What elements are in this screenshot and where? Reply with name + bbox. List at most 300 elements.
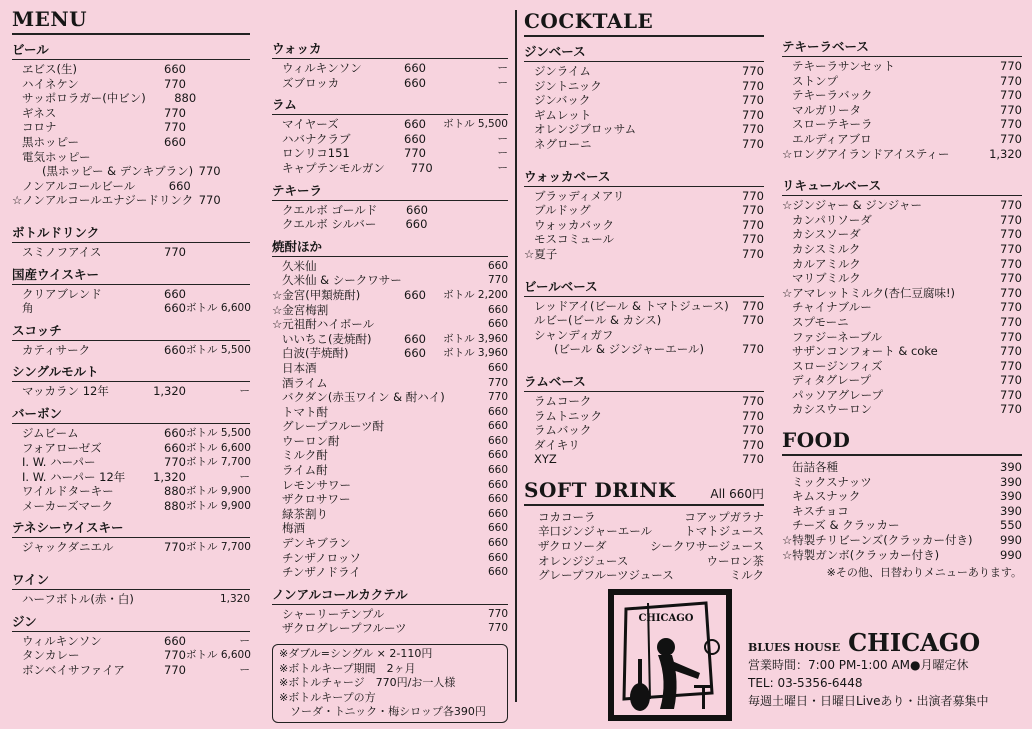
item-bottle-price: 660 [487, 361, 508, 374]
item-name: I. W. ハーパー 12年 [22, 469, 126, 484]
item-price: 770 [164, 648, 186, 663]
item-bottle-price [196, 91, 250, 106]
menu-item [272, 405, 508, 420]
item-price: 770 [742, 107, 764, 122]
column-1-sections [12, 41, 250, 677]
soft-drink-row [524, 568, 764, 583]
item-bottle-price: ボトル 5,500 [443, 118, 508, 131]
shop-prefix: BLUES HOUSE [748, 641, 841, 654]
menu-item [12, 441, 250, 456]
menu-item [272, 361, 508, 376]
item-name: ウォッカバック [534, 217, 615, 232]
item-price [374, 317, 426, 332]
section-title: ラム [272, 96, 508, 115]
cocktale-title: COCKTALE [524, 9, 654, 33]
item-name: テキーラサンセット [792, 59, 895, 73]
item-price [374, 565, 426, 580]
item-price: 660 [404, 75, 426, 90]
soft-drink-list [524, 510, 764, 583]
menu-item [12, 301, 250, 316]
item-bottle-price: 770 [487, 391, 508, 404]
item-bottle-price: ボトル 5,500 [186, 343, 251, 356]
item-price [126, 150, 186, 165]
item-price: 770 [1000, 285, 1022, 300]
item-price: 770 [742, 64, 764, 78]
soft-drink-left: ザクロソーダ [538, 539, 607, 554]
menu-item [782, 132, 1022, 147]
item-name: ジムビーム [22, 425, 79, 440]
menu-item [272, 273, 508, 288]
note-line: ※ダブル=シングル × 2-110円 [279, 647, 433, 660]
column-3-sections [524, 43, 764, 467]
section-title: ワイン [12, 571, 250, 590]
item-price: 770 [410, 160, 433, 175]
item-price [374, 507, 426, 522]
item-name: クエルボ ゴールド [282, 202, 378, 217]
item-name: スプモーニ [792, 314, 849, 329]
item-name: シャーリーテンプル [282, 606, 385, 621]
menu-item [272, 376, 508, 391]
item-bottle-price: 770 [487, 607, 508, 620]
food-name: ☆特製ガンボ(クラッカー付き) [782, 547, 940, 562]
menu-item [524, 203, 764, 218]
item-bottle-price: ボトル 6,600 [186, 649, 251, 662]
item-price [374, 434, 426, 449]
section-title: ジン [12, 613, 250, 632]
item-bottle-price: 660 [487, 464, 508, 477]
food-name: ミックスナッツ [792, 474, 872, 489]
section-title: 国産ウイスキー [12, 266, 250, 285]
item-bottle-price: ー [497, 62, 508, 74]
item-price: 660 [405, 217, 428, 232]
menu-item [12, 384, 250, 399]
item-name: 酒ライム [282, 375, 328, 390]
menu-item [524, 79, 764, 94]
item-price [374, 376, 426, 391]
item-name: ディタグレープ [792, 373, 872, 388]
item-name: ☆金宮(甲類焼酎) [272, 287, 361, 302]
food-price: 390 [1000, 460, 1022, 475]
menu-item [524, 189, 764, 204]
menu-item [524, 122, 764, 137]
menu-section [272, 182, 508, 232]
menu-item [524, 438, 764, 453]
note-line: ※ボトルチャージ 770円/お一人様 [279, 676, 456, 689]
item-bottle-price: 1,320 [219, 593, 250, 606]
item-price: 770 [1000, 329, 1022, 344]
shop-hours: 営業時間：7:00 PM-1:00 AM●月曜定休 [748, 658, 969, 672]
item-name: ワイルドターキー [22, 484, 114, 499]
item-name: ☆ノンアルコールエナジードリンク [12, 193, 194, 208]
menu-item [782, 359, 1022, 374]
column-2-sections [272, 0, 508, 636]
item-price: 660 [164, 134, 186, 149]
item-bottle-price: 660 [487, 478, 508, 491]
soft-drink-left: グレープフルーツジュース [538, 568, 674, 583]
item-bottle-price: 660 [487, 493, 508, 506]
menu-item [12, 592, 250, 607]
menu-item [12, 106, 250, 121]
item-price: 770 [742, 136, 764, 151]
item-price: 770 [742, 437, 764, 452]
food-price: 390 [1000, 474, 1022, 489]
item-price: 770 [404, 146, 426, 161]
menu-item [782, 213, 1022, 228]
section-title: スコッチ [12, 322, 250, 341]
item-name: コロナ [22, 120, 57, 135]
item-price: 770 [1000, 402, 1022, 417]
food-note: ※その他、日替わりメニューあります。 [826, 566, 1022, 580]
soft-drink-left: オレンジジュース [538, 553, 629, 568]
menu-item [272, 463, 508, 478]
item-price [384, 607, 432, 622]
item-price [374, 492, 426, 507]
item-bottle-price: ー [239, 470, 250, 483]
item-price: 770 [742, 393, 764, 408]
item-price: 770 [164, 540, 186, 555]
item-price: 770 [198, 164, 221, 179]
menu-item [524, 342, 764, 357]
menu-item [272, 565, 508, 580]
item-price: 660 [404, 331, 426, 346]
item-name: ライム酎 [282, 463, 328, 478]
menu-item [272, 607, 508, 622]
item-price [374, 536, 426, 551]
item-name: ジントニック [534, 78, 602, 93]
item-bottle-price: ー [497, 147, 508, 160]
item-price: 770 [1000, 256, 1022, 271]
item-name: ☆ジンジャー & ジンジャー [782, 198, 922, 213]
menu-item [782, 271, 1022, 286]
item-price: 660 [404, 117, 426, 132]
item-price: 770 [742, 232, 764, 247]
item-name: マッカラン 12年 [22, 384, 109, 399]
food-heading [782, 429, 1022, 456]
menu-item [12, 179, 250, 194]
item-name: クリアブレンド [22, 286, 102, 301]
soft-drink-right: シークワサージュース [650, 539, 764, 554]
item-name: メーカーズマーク [22, 498, 113, 513]
menu-section [272, 238, 508, 580]
item-name: ザクロサワー [282, 492, 351, 507]
menu-item [12, 135, 250, 150]
item-name: XYZ [534, 452, 557, 467]
note-line: ※ボトルキープの方 [279, 690, 376, 704]
item-price: 770 [1000, 88, 1022, 103]
menu-item [272, 332, 508, 347]
item-price: 770 [164, 455, 186, 470]
menu-item [272, 521, 508, 536]
item-bottle-price: 770 [487, 274, 508, 287]
item-name: ヱビス(生) [22, 62, 77, 76]
menu-item [272, 132, 508, 147]
menu-item [12, 62, 250, 77]
item-price [134, 592, 190, 607]
menu-item [524, 247, 764, 262]
shop-info [748, 630, 1026, 710]
section-title: ボトルドリンク [12, 224, 250, 243]
food-item [782, 460, 1022, 475]
item-name: ギネス [22, 105, 57, 120]
food-item [782, 489, 1022, 504]
menu-item [12, 91, 250, 106]
item-name: ノンアルコールビール [22, 178, 136, 193]
menu-item [272, 419, 508, 434]
soft-drink-right: トマトジュース [684, 524, 764, 539]
item-price: 770 [164, 662, 186, 677]
item-price [402, 273, 443, 288]
food-price: 990 [1000, 533, 1022, 548]
soft-drink-row [524, 510, 764, 525]
item-price: 770 [742, 93, 764, 108]
menu-item [272, 117, 508, 132]
food-title: FOOD [782, 428, 851, 453]
item-name: ジンバック [534, 93, 591, 108]
item-price: 880 [164, 484, 186, 499]
item-bottle-price: ー [497, 76, 508, 89]
food-item [782, 475, 1022, 490]
item-price [374, 478, 426, 493]
item-bottle-price: 660 [487, 318, 508, 331]
soft-drink-row [524, 554, 764, 569]
menu-item [524, 452, 764, 467]
item-name: トマト酎 [282, 404, 328, 419]
menu-item [12, 499, 250, 514]
menu-item [272, 317, 508, 332]
menu-item [272, 303, 508, 318]
menu-item [272, 551, 508, 566]
item-name: ☆夏子 [524, 246, 558, 261]
food-name: キムスナック [792, 489, 861, 504]
item-bottle-price: 660 [487, 507, 508, 520]
item-bottle-price: ボトル 6,600 [186, 302, 251, 315]
column-4-sections [782, 0, 1022, 417]
item-bottle-price: ボトル 7,700 [186, 456, 251, 469]
item-bottle-price: ー [497, 161, 508, 174]
item-bottle-price: ー [239, 663, 250, 676]
section-title: ラムベース [524, 373, 764, 392]
menu-item [524, 137, 764, 152]
item-price: 770 [742, 423, 764, 438]
menu-item [782, 300, 1022, 315]
item-name: 久米仙 [282, 258, 317, 273]
item-price: 770 [1000, 271, 1022, 286]
menu-item [272, 434, 508, 449]
food-name: キスチョコ [792, 503, 849, 518]
shop-name: CHICAGO [848, 628, 981, 657]
item-name: レモンサワー [282, 477, 351, 492]
item-price: 770 [1000, 227, 1022, 242]
item-price [374, 259, 426, 274]
item-price: 770 [742, 217, 764, 232]
item-price [374, 551, 426, 566]
item-price: 770 [1000, 131, 1022, 146]
item-price: 880 [174, 91, 197, 106]
menu-item [782, 103, 1022, 118]
item-name: マイヤーズ [282, 117, 339, 132]
item-name: タンカレー [22, 648, 80, 663]
notes-box [272, 644, 508, 723]
item-price: 1,320 [153, 469, 186, 484]
item-price: 1,320 [989, 146, 1022, 161]
item-name: チンザノロッソ [282, 550, 361, 565]
food-price: 390 [1000, 503, 1022, 518]
item-name: マリブミルク [792, 271, 861, 286]
menu-section [12, 571, 250, 607]
item-name: カシスソーダ [792, 227, 861, 242]
item-bottle-price [428, 203, 508, 218]
item-price: 770 [1000, 241, 1022, 256]
item-name: 久米仙 & シークワサー [282, 273, 402, 288]
menu-section [272, 40, 508, 90]
menu-column-2 [272, 0, 508, 723]
menu-item [782, 286, 1022, 301]
menu-item [12, 150, 250, 165]
item-name: グレープフルーツ酎 [282, 419, 385, 434]
item-price [407, 621, 446, 636]
item-price: 770 [1000, 358, 1022, 373]
item-name: チンザノドライ [282, 565, 361, 580]
soft-drink-left: 辛口ジンジャーエール [538, 524, 652, 539]
soft-drink-row [524, 539, 764, 554]
item-price [445, 390, 470, 405]
item-name: チャイナブルー [792, 300, 872, 315]
item-name: クエルボ シルバー [282, 217, 377, 232]
food-price: 550 [1000, 518, 1022, 533]
item-name: シャンディガフ [534, 327, 614, 342]
item-name: ズブロッカ [282, 75, 340, 90]
menu-item [272, 217, 508, 232]
food-price: 990 [1000, 547, 1022, 562]
menu-item [782, 88, 1022, 103]
menu-item [782, 257, 1022, 272]
item-price: 770 [742, 298, 764, 313]
item-bottle-price [186, 62, 250, 77]
item-name: サッポロラガー(中ビン) [22, 91, 146, 106]
item-name: ウィルキンソン [22, 633, 102, 648]
item-bottle-price [186, 245, 250, 260]
item-name: いいちこ(麦焼酎) [282, 331, 372, 346]
menu-item [524, 299, 764, 314]
item-price: 770 [1000, 212, 1022, 227]
item-bottle-price: ボトル 6,600 [186, 441, 251, 454]
item-name: ストンプ [792, 73, 838, 88]
item-price: 770 [742, 122, 764, 137]
item-bottle-price: 660 [487, 303, 508, 316]
menu-item [12, 343, 250, 358]
menu-item [272, 76, 508, 91]
menu-section [12, 224, 250, 260]
item-name: ウーロン酎 [282, 433, 340, 448]
menu-section [12, 266, 250, 316]
item-price: 770 [742, 342, 764, 357]
item-price [384, 419, 432, 434]
item-bottle-price: 770 [487, 376, 508, 389]
item-price: 660 [168, 178, 191, 193]
soft-drink-right: ミルク [729, 568, 764, 583]
item-price: 660 [404, 131, 426, 146]
section-title: バーボン [12, 405, 250, 424]
column-divider [515, 10, 517, 702]
item-name: ブラッディメアリ [534, 188, 625, 203]
item-price: 770 [164, 120, 186, 135]
item-bottle-price [186, 77, 250, 92]
menu-item [272, 390, 508, 405]
menu-section [782, 38, 1022, 161]
item-name: ファジーネーブル [792, 329, 883, 344]
section-title: ノンアルコールカクテル [272, 586, 508, 605]
item-price: 770 [1000, 102, 1022, 117]
menu-item [782, 74, 1022, 89]
item-name: 白波(芋焼酎) [282, 346, 349, 361]
item-price [374, 361, 426, 376]
item-bottle-price: ー [239, 634, 250, 647]
section-title: リキュールベース [782, 177, 1022, 196]
item-bottle-price: 770 [487, 622, 508, 635]
item-name: フォアローゼズ [22, 440, 102, 455]
item-price: 770 [742, 408, 764, 423]
menu-item [782, 227, 1022, 242]
menu-item [272, 536, 508, 551]
menu-item [782, 315, 1022, 330]
menu-item [524, 394, 764, 409]
food-item [782, 548, 1022, 563]
section-title: テキーラベース [782, 38, 1022, 57]
item-price: 770 [1000, 387, 1022, 402]
menu-item [272, 478, 508, 493]
menu-item [272, 621, 508, 636]
item-bottle-price: 660 [487, 420, 508, 433]
note-line: ソーダ・トニック・梅シロップ各390円 [279, 705, 486, 718]
item-price: 770 [742, 203, 764, 218]
item-name: ボンベイサファイア [22, 662, 125, 677]
item-name: スミノフアイス [22, 244, 102, 259]
chicago-logo [608, 589, 732, 721]
menu-item [12, 484, 250, 499]
shop-tel: TEL: 03-5356-6448 [748, 676, 863, 690]
menu-section [272, 96, 508, 175]
cocktale-heading [524, 10, 764, 37]
menu-item [272, 259, 508, 274]
item-price: 660 [404, 287, 426, 302]
soft-drink-row [524, 524, 764, 539]
item-bottle-price: 660 [487, 522, 508, 535]
menu-item [12, 455, 250, 470]
item-name: エルディアブロ [792, 131, 872, 146]
item-name: ハイネケン [22, 76, 79, 91]
menu-item [524, 313, 764, 328]
section-title: ビール [12, 41, 250, 60]
section-title: シングルモルト [12, 363, 250, 382]
menu-section [524, 373, 764, 467]
item-name: ロンリコ151 [282, 146, 350, 161]
menu-item [524, 409, 764, 424]
shop-live: 毎週土曜日・日曜日Liveあり・出演者募集中 [748, 694, 989, 708]
item-name: ギムレット [534, 107, 592, 122]
menu-item [782, 147, 1022, 162]
item-name: オレンジブロッサム [534, 122, 637, 137]
item-price: 660 [404, 61, 426, 75]
item-price: 770 [164, 105, 186, 120]
item-price: 770 [1000, 73, 1022, 88]
food-item [782, 504, 1022, 519]
item-name: ☆元祖酎ハイボール [272, 317, 375, 332]
menu-section [12, 519, 250, 555]
menu-item [12, 634, 250, 649]
menu-item [12, 426, 250, 441]
item-name: 黒ホッピー [22, 134, 80, 149]
item-name: ザクログレープフルーツ [282, 621, 407, 636]
